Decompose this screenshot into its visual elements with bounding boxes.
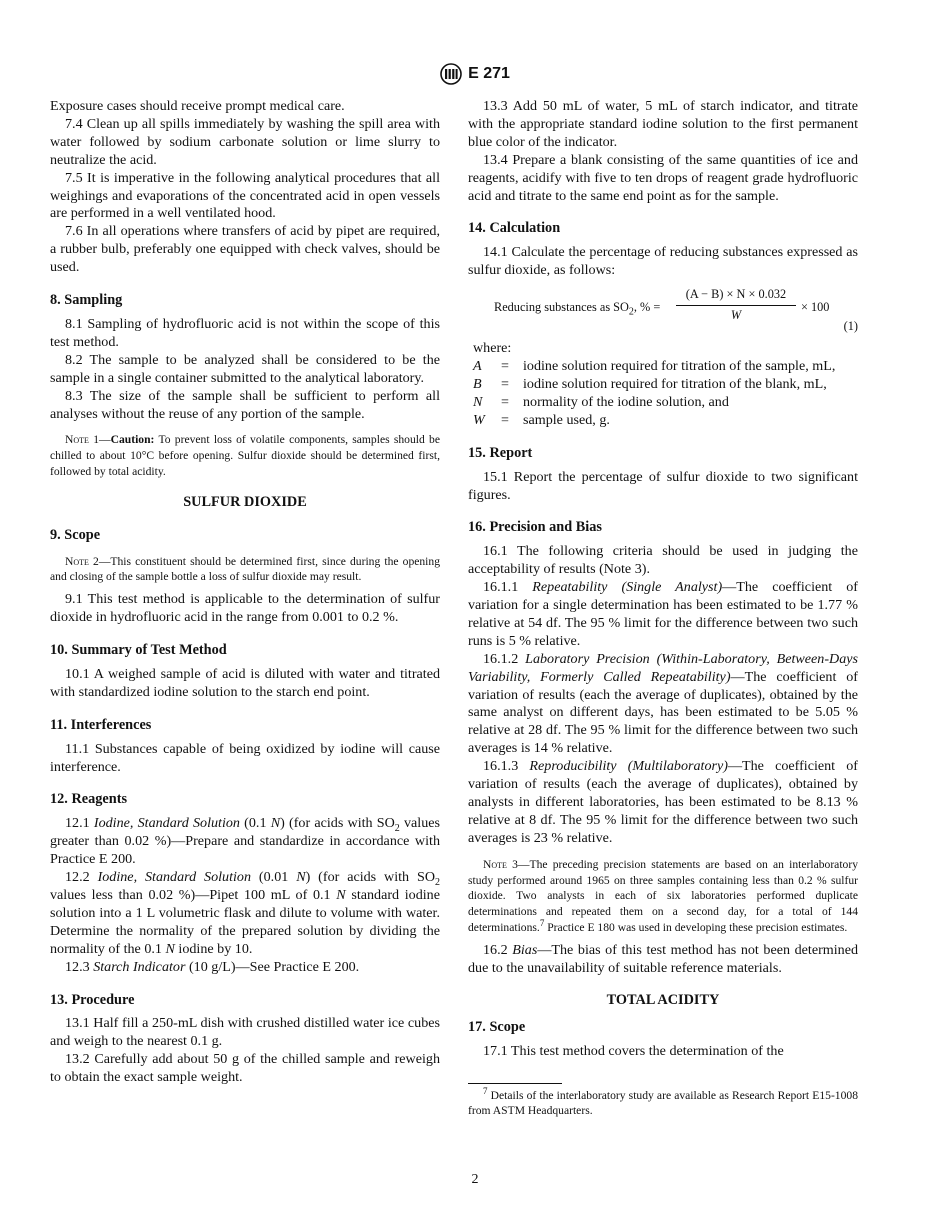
footnote-7: $^7$ Details of the interlaboratory study are available as Research Report E15-1008 from ASTM Headquarters. [468,1086,858,1118]
paragraph-7-4: 7.4 Clean up all spills immediately by washing the spill area with water followed by sodium carbonate solution or lime slurry to neutralize the acid. [50,115,440,168]
paragraph-16-1-1: 16.1.1 Repeatability (Single Analyst)—The coefficient of variation for a single determination has been estimated to be 1.77 % relative at 54 df. The 95 % limit for the difference between two such runs is 5 % relative. [468,579,858,649]
variable-row: N = normality of the iodine solution, and [473,393,729,410]
paragraph-8-3: 8.3 The size of the sample shall be sufficient to perform all analyses without the reuse of any portion of the sample. [50,387,440,422]
paragraph-9-1: 9.1 This test method is applicable to the determination of sulfur dioxide in hydrofluoric acid in the range from 0.001 to 0.2 %. [50,591,440,626]
page-header [0,63,950,85]
note-1: Note 1—Caution: To prevent loss of volatile components, samples should be chilled to about 10°C before opening. Sulfur dioxide should be determined first, followed by total acidity. [50,433,440,478]
total-acidity-heading: TOTAL ACIDITY [606,991,720,1008]
paragraph-7-6: 7.6 In all operations where transfers of acid by pipet are required, a rubber bulb, preferably one equipped with check valves, should be used. [50,223,440,276]
section-heading-10: 10. Summary of Test Method [50,642,227,659]
paragraph-14-1: 14.1 Calculate the percentage of reducing substances expressed as sulfur dioxide, as follows: [468,244,858,279]
paragraph-10-1: 10.1 A weighed sample of acid is diluted with water and titrated with standardized iodine solution to the starch end point. [50,665,440,700]
left-column [50,98,440,1087]
paragraph-8-1: 8.1 Sampling of hydrofluoric acid is not within the scope of this test method. [50,315,440,350]
section-heading-14: 14. Calculation [468,220,561,237]
page-number: 2 [471,1172,479,1187]
equation-fraction [676,286,796,325]
equation-number: (1) [843,319,858,334]
section-heading-11: 11. Interferences [50,716,152,733]
equation-denominator: W [730,308,742,323]
variable-row: A = iodine solution required for titration of the sample, mL, [473,358,836,375]
variable-row: B = iodine solution required for titration of the blank, mL, [473,375,827,392]
sulfur-dioxide-heading: SULFUR DIOXIDE [183,493,307,510]
paragraph-12-3: 12.3 Starch Indicator (10 g/L)—See Practice E 200. [65,958,360,975]
paragraph-13-4: 13.4 Prepare a blank consisting of the same quantities of ice and reagents, acidify with five to ten drops of reagent grade hydrofluoric acid and titrate to the same end point as for the sample. [468,151,858,204]
note-3: Note 3—The preceding precision statements are based on an interlaboratory study performed around 1965 on three samples containing less than 0.2 % sulfur dioxide. Two analysts in each of six laboratories performed duplicate determinations and repeated them on a second day, for a total of 144 determinations.$^7$ Practice E 180 was used in developing these precision estimates. [468,857,858,934]
paragraph-16-2: 16.2 Bias—The bias of this test method has not been determined due to the unavailability of suitable reference materials. [468,941,858,976]
astm-logo-icon [440,63,462,85]
paragraph-13-2: 13.2 Carefully add about 50 g of the chilled sample and reweigh to obtain the exact sample weight. [50,1051,440,1086]
standard-code: E 271 [468,65,510,82]
section-heading-12: 12. Reagents [50,791,128,808]
paragraph-16-1: 16.1 The following criteria should be used in judging the acceptability of results (Note 3). [468,543,858,578]
equation-1 [468,286,858,334]
paragraph-7-5: 7.5 It is imperative in the following analytical procedures that all weighings and evaporations of the concentrated acid in open vessels are performed in a well ventilated hood. [50,169,440,222]
paragraph-12-2: 12.2 Iodine, Standard Solution (0.01 N) (for acids with $SO_2$ values less than 0.02 %)—Pipet 100 mL of 0.1 N standard iodine solution into a 1 L volumetric flask and dilute to volume with water. Determine the normality of the prepared solution by dividing the normality of the 0.1 N iodine by 10. [50,869,441,957]
right-column [468,98,858,1118]
where-label: where: [473,340,512,357]
paragraph-13-1: 13.1 Half fill a 250-mL dish with crushed distilled water ice cubes and weigh to the nearest 0.1 g. [50,1015,440,1050]
paragraph-16-1-2: 16.1.2 Laboratory Precision (Within-Laboratory, Between-Days Variability, Formerly Called Repeatability)—The coefficient of variation of results (each the average of duplicates), obtained by the same analyst on different days, has been estimated to be 5.05 % relative at 28 df. The 95 % limit for the difference between two such averages is 14 % relative. [468,650,858,757]
section-heading-9: 9. Scope [50,526,101,543]
paragraph-8-2: 8.2 The sample to be analyzed shall be considered to be the sample in a single container submitted to the analytical laboratory. [50,351,440,386]
section-heading-8: 8. Sampling [50,292,123,309]
paragraph-16-1-3: 16.1.3 Reproducibility (Multilaboratory)—The coefficient of variation of results (each the average of duplicates), obtained by analysts in different laboratories, has been estimated to be 8.13 % relative at 8 df. The 95 % limit for the difference between two such averages is 23 % relative. [468,758,858,846]
note-2: Note 2—This constituent should be determined first, since during the opening and closing of the sample bottle a loss of sulfur dioxide may result. [50,554,440,584]
section-heading-16: 16. Precision and Bias [468,519,602,536]
section-heading-15: 15. Report [468,444,533,461]
paragraph-11-1: 11.1 Substances capable of being oxidized by iodine will cause interference. [50,740,440,775]
paragraph-12-1: 12.1 Iodine, Standard Solution (0.1 N) (for acids with $SO_2$ values greater than 0.02 %)—Prepare and standardize in accordance with Practice E 200. [50,815,441,868]
paragraph-17-1: 17.1 This test method covers the determination of the [483,1043,784,1060]
variable-list [468,358,858,430]
paragraph-15-1: 15.1 Report the percentage of sulfur dioxide to two significant figures. [468,468,858,503]
footnote-divider [468,1083,562,1084]
variable-row: W = sample used, g. [473,411,610,428]
section-heading-17: 17. Scope [468,1019,526,1036]
paragraph-13-3: 13.3 Add 50 mL of water, 5 mL of starch indicator, and titrate with the appropriate standard iodine solution to the first permanent blue color of the indicator. [468,98,858,150]
equation-lhs: Reducing substances as $SO_2$, % = [494,300,661,318]
equation-rhs: × 100 [801,300,830,315]
paragraph: Exposure cases should receive prompt medical care. [50,98,345,114]
section-heading-13: 13. Procedure [50,991,135,1008]
equation-numerator: (A − B) × N × 0.032 [676,286,796,306]
